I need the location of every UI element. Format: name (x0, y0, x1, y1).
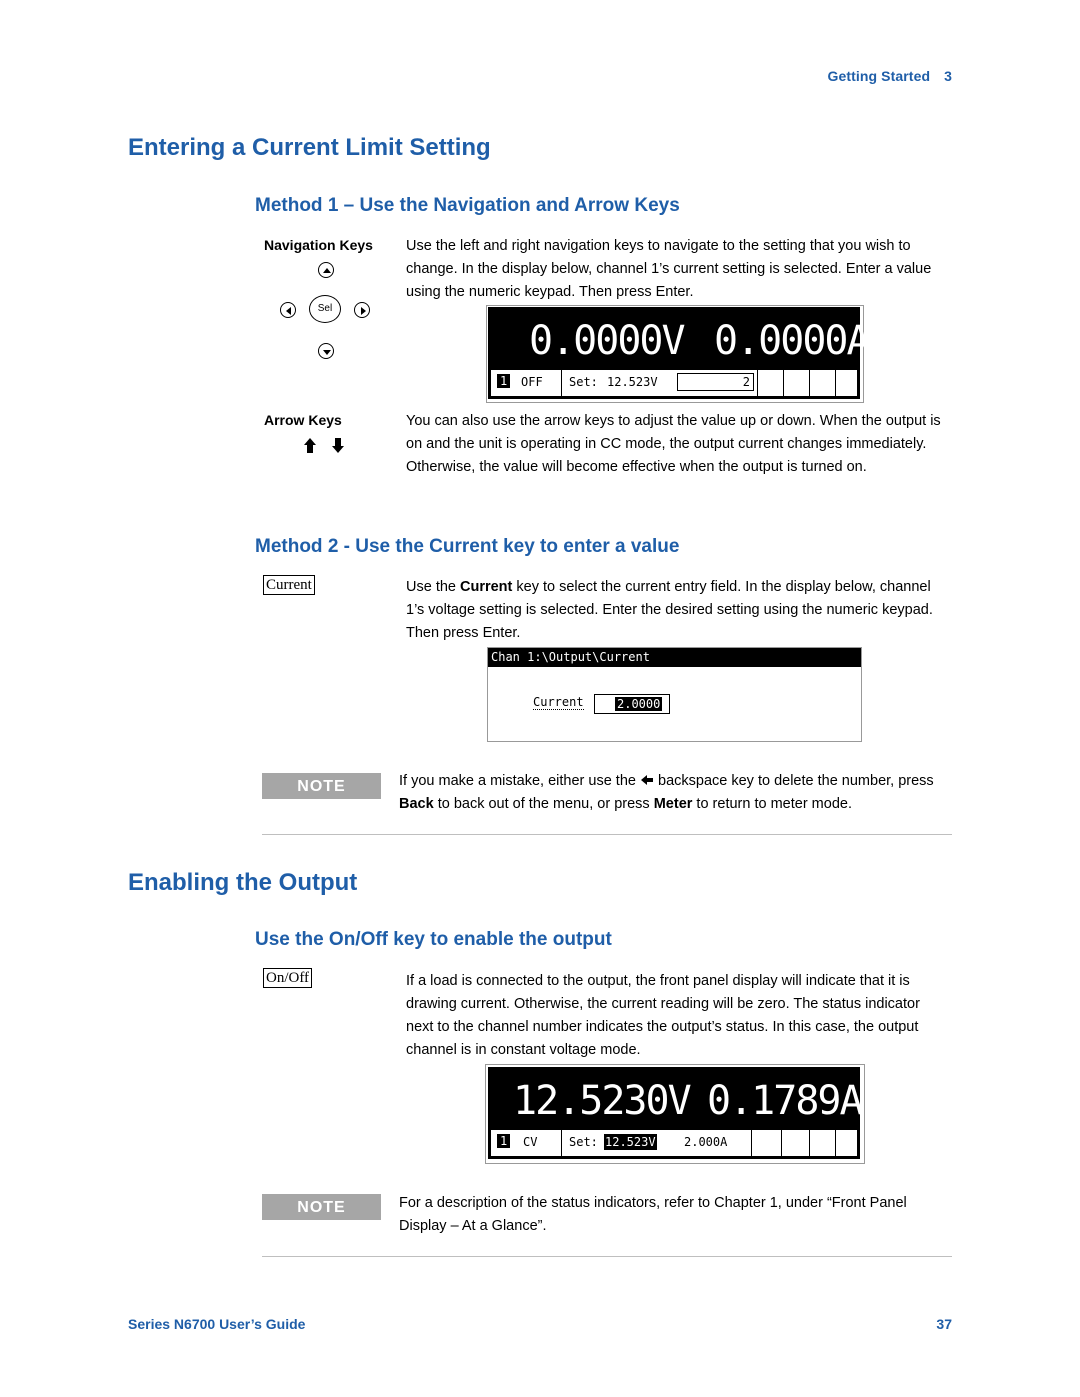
onoff-heading: Use the On/Off key to enable the output (255, 929, 612, 950)
display3-set-label: Set: (569, 1135, 598, 1149)
arrow-keys-label: Arrow Keys (264, 412, 342, 428)
display1-set-value: 12.523V (607, 375, 658, 389)
current-key: Current (263, 575, 315, 595)
note-label: NOTE (262, 773, 381, 799)
display1-entry-value: 2 (742, 375, 750, 389)
display1-voltage: 0.0000V (529, 318, 684, 364)
display-current-entry (487, 647, 862, 742)
arrow-keys-diagram (303, 437, 349, 455)
footer-page-number: 37 (936, 1316, 952, 1332)
arrow-down-key-icon (331, 437, 349, 455)
display3-current: 0.1789A (707, 1078, 862, 1124)
method1-nav-text: Use the left and right navigation keys to navigate to the setting that you wish to change. In the display below, channel 1’s current setting is selected. Enter a value using the numeric keypad. Then press Enter. (406, 238, 932, 300)
display3-status: CV (523, 1135, 538, 1149)
display3-voltage: 12.5230V (513, 1078, 690, 1124)
display-meter-cv (485, 1064, 865, 1164)
running-header (827, 68, 952, 84)
display1-current: 0.0000A (714, 318, 869, 364)
method1-heading: Method 1 – Use the Navigation and Arrow Keys (255, 195, 680, 216)
header-section: Getting Started (827, 68, 931, 84)
nav-down-key-icon (318, 343, 334, 359)
section2-text: If a load is connected to the output, the front panel display will indicate that it is drawing current. Otherwise, the current reading will be zero. The status indicator next to the channel number indicates the output’s status. In this case, the output channel is in constant voltage mode. (406, 973, 920, 1058)
display3-channel: 1 (497, 1134, 510, 1148)
onoff-key: On/Off (263, 968, 312, 988)
note1-divider (262, 834, 952, 835)
navigation-keys-diagram (276, 258, 376, 362)
display3-set-value: 12.523V (605, 1135, 656, 1149)
navigation-keys-label: Navigation Keys (264, 237, 373, 253)
nav-up-key-icon (318, 262, 334, 278)
nav-sel-key: Sel (309, 295, 341, 323)
note2-divider (262, 1256, 952, 1257)
section-title-current-limit: Entering a Current Limit Setting (128, 134, 491, 161)
display-meter-off (486, 305, 869, 403)
display2-path: Chan 1:\Output\Current (491, 650, 650, 664)
note1-text: If you make a mistake, either use the backspace key to delete the number, press Back to back out of the menu, or press Meter to return to meter mode. (399, 773, 934, 812)
display1-entry-field (677, 373, 754, 391)
display2-entry-field (594, 694, 670, 714)
display3-set-current: 2.000A (684, 1135, 728, 1149)
footer-title: Series N6700 User’s Guide (128, 1316, 306, 1332)
display1-status: OFF (521, 375, 543, 389)
display1-set-label: Set: (569, 375, 598, 389)
method1-arrow-text: You can also use the arrow keys to adjust the value up or down. When the output is on and the unit is operating in CC mode, the output current changes immediately. Otherwise, the value will become effective when the output is turned on. (406, 413, 941, 475)
note2-text: For a description of the status indicators, refer to Chapter 1, under “Front Panel Display – At a Glance”. (399, 1195, 907, 1234)
method2-text: Use the Current key to select the current entry field. In the display below, channel 1’s voltage setting is selected. Enter the desired setting using the numeric keypad. Then press Enter. (406, 579, 933, 641)
display1-channel: 1 (497, 374, 510, 388)
nav-left-key-icon (280, 302, 296, 318)
method2-heading: Method 2 - Use the Current key to enter a value (255, 536, 680, 557)
note-label: NOTE (262, 1194, 381, 1220)
backspace-arrow-icon (640, 774, 654, 786)
nav-right-key-icon (354, 302, 370, 318)
header-chapter: 3 (944, 68, 952, 84)
display2-field-label: Current (533, 695, 584, 709)
display2-field-value: 2.0000 (617, 697, 661, 711)
section-title-enabling-output: Enabling the Output (128, 869, 358, 896)
